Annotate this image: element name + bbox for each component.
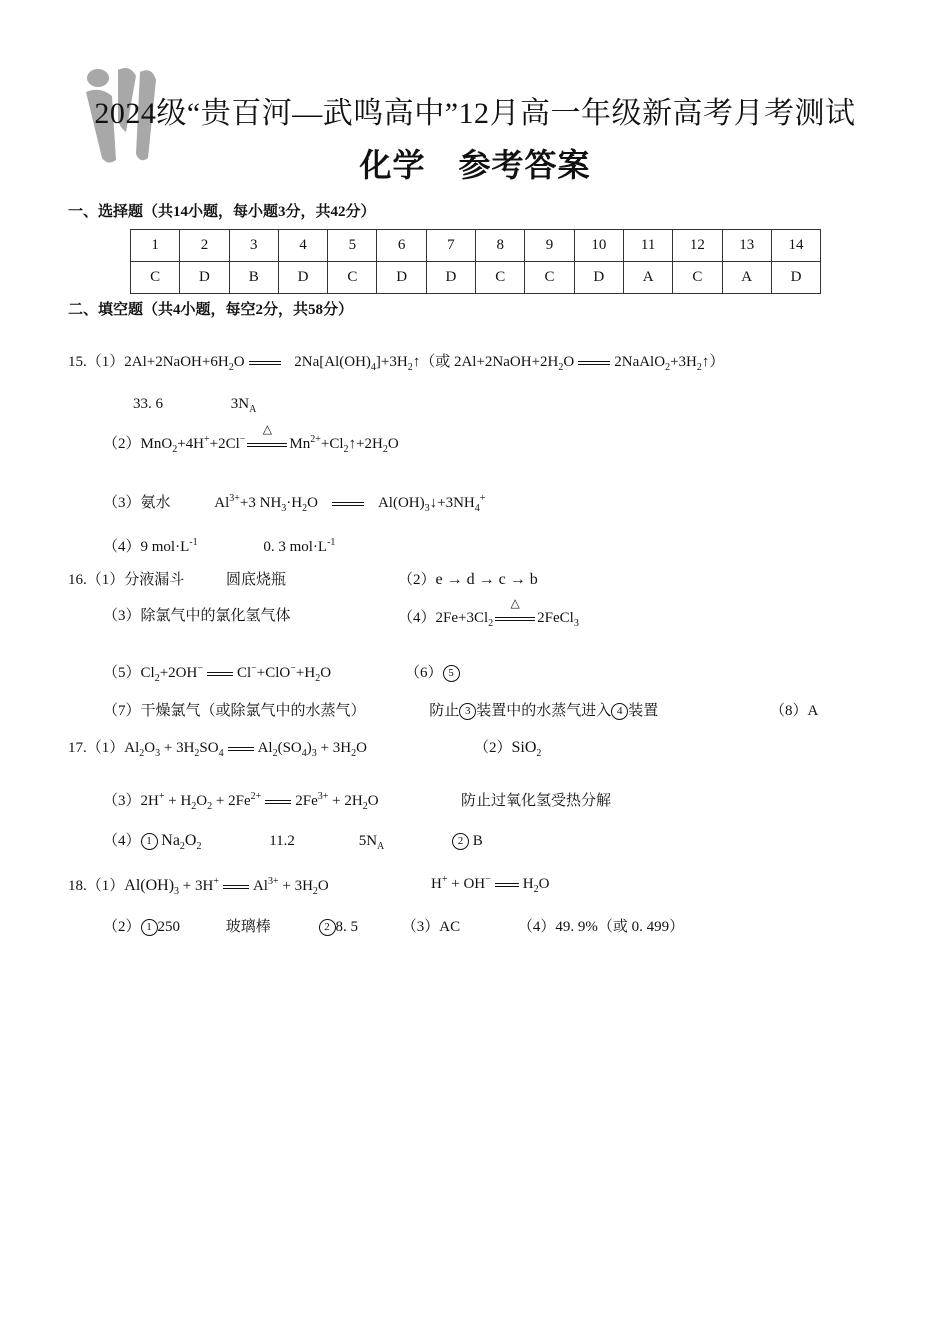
eq-text: +Cl [320, 436, 344, 452]
eq-sup: − [239, 434, 246, 445]
answer-value: （4）9 mol·L [103, 539, 190, 555]
question-number: 11 [623, 230, 672, 262]
question-number: 3 [229, 230, 278, 262]
eq-text: + 2H [328, 793, 363, 809]
heating-condition [245, 422, 289, 453]
eq-text: ↓+3NH [429, 495, 475, 511]
answer-value: 玻璃棒 [225, 919, 271, 935]
q16-part7 [103, 699, 658, 720]
eq-sup: − [290, 663, 296, 674]
answer-value: 防止 [429, 703, 460, 719]
equals-sign [578, 361, 610, 365]
answer-value: 250 [157, 919, 181, 935]
q15-part2 [103, 422, 399, 455]
question-number: 5 [328, 230, 377, 262]
answer-value: （3）AC [401, 919, 461, 935]
eq-text: ↑ [412, 354, 421, 370]
eq-text: ↑+2H [348, 436, 383, 452]
answer-value: （4）49. 9%（或 0. 499） [517, 919, 685, 935]
question-number: 14 [771, 230, 820, 262]
q16-part6 [405, 661, 460, 682]
eq-text: （或 2Al+2NaOH+2H [420, 354, 559, 370]
eq-sub: 2 [196, 841, 202, 852]
answer-table-numbers-row [131, 230, 821, 262]
q16-part3: （3）除氯气中的氯化氢气体 [103, 608, 291, 624]
eq-sup: − [485, 874, 491, 885]
eq-text: Cl [236, 665, 252, 681]
q18-number: 18. [68, 878, 87, 894]
question-number: 1 [131, 230, 180, 262]
eq-text: O [538, 876, 550, 892]
heat-icon: △ [510, 596, 520, 610]
eq-text: H [522, 876, 534, 892]
question-number: 7 [426, 230, 475, 262]
eq-text: H [431, 876, 442, 892]
heating-condition [493, 596, 537, 627]
circled-number: 1 [141, 833, 158, 850]
answer-value: （7）干燥氯气（或除氯气中的水蒸气） [103, 703, 366, 719]
eq-text: + 2Fe [212, 793, 251, 809]
answer-cell: C [525, 262, 574, 294]
answer-value: 3N [230, 396, 250, 412]
section1-heading: 一、选择题（共14小题，每小题3分，共42分） [68, 204, 376, 220]
eq-sup: -1 [189, 537, 198, 548]
q15-part3 [103, 491, 485, 514]
eq-text: Al(OH) [377, 495, 425, 511]
answer-value: e → d → c → b [435, 571, 538, 588]
eq-text: + 3H [179, 878, 214, 894]
q15-part4 [103, 535, 335, 556]
answer-cell: D [278, 262, 327, 294]
answer-value: 装置中的水蒸气进入 [476, 703, 612, 719]
eq-sub: 2 [382, 444, 388, 455]
eq-sub: 4 [218, 748, 224, 759]
page-subtitle: 化学 参考答案 [359, 147, 591, 183]
answer-value: 8. 5 [335, 919, 359, 935]
part-label: （1） [86, 878, 125, 894]
eq-text: O [320, 665, 332, 681]
part-label: （3） [103, 793, 141, 809]
eq-sub: 2 [558, 362, 564, 373]
answer-value: 0. 3 mol·L [263, 539, 328, 555]
eq-text: Al(OH) [124, 877, 175, 894]
equals-sign [249, 361, 281, 365]
circled-number: 2 [319, 919, 336, 936]
equals-sign [228, 747, 254, 751]
answer-cell: D [377, 262, 426, 294]
eq-sub: 3 [155, 748, 161, 759]
part-label: （2） [398, 572, 436, 588]
answer-cell: D [180, 262, 229, 294]
question-number: 13 [722, 230, 771, 262]
q16-part4 [398, 596, 579, 629]
eq-text: O [233, 354, 245, 370]
eq-sup: + [203, 434, 210, 445]
circled-number: 5 [443, 665, 460, 682]
answer-cell: A [623, 262, 672, 294]
eq-text: Al [124, 740, 140, 756]
eq-sup: − [251, 663, 257, 674]
answer-cell: C [673, 262, 722, 294]
eq-text: +2OH [159, 665, 198, 681]
part-label: （2） [474, 740, 512, 756]
question-number: 9 [525, 230, 574, 262]
q17-part2 [474, 736, 541, 759]
eq-text: +2Cl [209, 436, 240, 452]
eq-sub: 2 [191, 801, 197, 812]
part-label: （6） [405, 665, 443, 681]
question-number: 2 [180, 230, 229, 262]
eq-text: Cl [140, 665, 155, 681]
eq-text: (SO [277, 740, 302, 756]
eq-text: O [196, 793, 208, 809]
answer-cell: D [574, 262, 623, 294]
eq-sub: 2 [351, 748, 357, 759]
answer-cell: A [722, 262, 771, 294]
eq-text: 2Al+2NaOH+6H [124, 354, 229, 370]
answer-cell: B [229, 262, 278, 294]
part-label: （5） [103, 665, 141, 681]
q16-number: 16. [68, 572, 87, 588]
eq-text: Mn [289, 436, 311, 452]
eq-sub: 4 [370, 362, 376, 373]
eq-sub: 2 [696, 362, 702, 373]
question-number: 8 [476, 230, 525, 262]
eq-text: O [307, 495, 318, 511]
eq-sub: 2 [272, 748, 278, 759]
eq-sub: 2 [665, 362, 671, 373]
answer-value: （1）分液漏斗 [86, 572, 185, 588]
q15-number: 15. [68, 354, 87, 370]
eq-text: O [144, 740, 156, 756]
eq-text: Na [161, 832, 180, 849]
eq-sub: 2 [179, 841, 185, 852]
eq-text: + OH [447, 876, 486, 892]
circled-number: 1 [141, 919, 158, 936]
eq-text: 2H [140, 793, 159, 809]
eq-text: 2Fe+3Cl [435, 610, 489, 626]
eq-text: +3H [670, 354, 697, 370]
eq-sub: 2 [362, 801, 368, 812]
eq-text: O [317, 878, 329, 894]
eq-sub: 2 [302, 503, 308, 514]
answer-cell: C [476, 262, 525, 294]
eq-text: O [184, 832, 197, 849]
eq-text: + 3H [160, 740, 195, 756]
answer-cell: D [771, 262, 820, 294]
part-label: （2） [103, 919, 141, 935]
eq-sup: -1 [327, 537, 336, 548]
answer-cell: D [426, 262, 475, 294]
q16-part5 [103, 661, 331, 684]
equals-sign [247, 443, 287, 447]
q18-part2 [103, 915, 684, 936]
circled-number: 2 [452, 833, 469, 850]
eq-text: 2Na[Al(OH) [294, 354, 371, 370]
answer-cell: C [328, 262, 377, 294]
eq-sup: 3+ [317, 791, 329, 802]
equals-sign [495, 617, 535, 621]
q17-number: 17. [68, 740, 87, 756]
eq-text: ]+3H [375, 354, 408, 370]
eq-sub: 4 [301, 748, 307, 759]
eq-sup: − [197, 663, 203, 674]
equals-sign [495, 883, 519, 887]
eq-sup: 2+ [250, 791, 262, 802]
eq-sub: 2 [228, 362, 234, 373]
eq-text: + 3H [316, 740, 352, 756]
eq-text: SO [199, 740, 219, 756]
question-number: 4 [278, 230, 327, 262]
q15-part1 [68, 350, 724, 373]
answer-cell: C [131, 262, 180, 294]
eq-text: +3 NH [239, 495, 282, 511]
eq-sub: 3 [424, 503, 430, 514]
eq-sub: 3 [174, 886, 180, 897]
eq-text: 2NaAlO [614, 354, 666, 370]
answer-table-answers-row [131, 262, 821, 294]
eq-sub: 2 [536, 748, 542, 759]
page-title: 2024级“贵百河—武鸣高中”12月高一年级新高考月考测试 [94, 97, 856, 130]
q17-part3 [103, 789, 379, 812]
eq-sub: 3 [311, 748, 317, 759]
q16-part8: （8）A [770, 703, 819, 719]
eq-sub: 2 [312, 886, 318, 897]
eq-sup: + [158, 791, 165, 802]
circled-number: 4 [611, 703, 628, 720]
answer-table [130, 229, 821, 294]
eq-sub: 2 [154, 673, 160, 684]
section2-heading: 二、填空题（共4小题，每空2分，共58分） [68, 302, 354, 318]
equals-sign [223, 885, 249, 889]
eq-text: + 3H [278, 878, 313, 894]
q15-part1-values [133, 396, 256, 415]
part-label: （3）氨水 [103, 495, 171, 511]
eq-text: +H [295, 665, 316, 681]
eq-text: MnO [140, 436, 173, 452]
part-label: （1） [86, 740, 125, 756]
eq-sub: 2 [407, 362, 413, 373]
answer-value: 5N [358, 833, 378, 849]
eq-sup: 2+ [310, 434, 321, 445]
q18-part1-eq2 [431, 874, 549, 895]
eq-sub: 3 [573, 618, 579, 629]
eq-text: 2Fe [295, 793, 318, 809]
eq-text: O [367, 793, 379, 809]
eq-sup: 3+ [267, 876, 279, 887]
eq-sub: 3 [281, 503, 287, 514]
eq-text: SiO [511, 739, 537, 756]
part-label: （4） [103, 833, 141, 849]
eq-sup: 3+ [229, 493, 240, 504]
equals-sign [332, 502, 364, 506]
part-label: （4） [398, 610, 436, 626]
eq-sub: 2 [139, 748, 145, 759]
eq-sub: 2 [343, 444, 349, 455]
q17-part4 [103, 829, 483, 852]
eq-sup: + [213, 876, 219, 887]
eq-text: Al [252, 878, 268, 894]
eq-sup: + [441, 874, 448, 885]
q15-p1-label: （1） [86, 354, 125, 370]
equals-sign [265, 800, 291, 804]
eq-sub: 2 [315, 673, 321, 684]
eq-sub: 2 [488, 618, 494, 629]
eq-text: Al [257, 740, 273, 756]
q16-part1 [68, 568, 286, 589]
q17-part1 [68, 736, 367, 759]
question-number: 6 [377, 230, 426, 262]
eq-text: ) [306, 740, 312, 756]
eq-text: O [563, 354, 575, 370]
answer-value: B [472, 833, 483, 849]
eq-text: +4H [177, 436, 204, 452]
eq-sub: A [249, 404, 257, 415]
eq-sub: A [377, 841, 385, 852]
eq-text: O [356, 740, 367, 756]
eq-text: + H [164, 793, 192, 809]
eq-sub: 2 [207, 801, 213, 812]
eq-text: ·H [286, 495, 303, 511]
answer-value: 11.2 [269, 833, 295, 849]
eq-text: +ClO [256, 665, 291, 681]
eq-sub: 2 [533, 884, 539, 895]
equals-sign [207, 672, 233, 676]
part-label: （2） [103, 436, 141, 452]
question-number: 12 [673, 230, 722, 262]
eq-sub: 4 [474, 503, 480, 514]
answer-value: 圆底烧瓶 [226, 572, 287, 588]
eq-sub: 2 [194, 748, 200, 759]
q18-part1 [68, 874, 329, 897]
question-number: 10 [574, 230, 623, 262]
eq-text: 2FeCl [537, 610, 574, 626]
eq-text: ↑） [701, 354, 725, 370]
q16-part2 [398, 568, 538, 589]
heat-icon: △ [262, 422, 273, 436]
eq-sub: 2 [172, 444, 178, 455]
answer-value: 33. 6 [133, 396, 163, 412]
circled-number: 3 [459, 703, 476, 720]
q17-part3-note: 防止过氧化氢受热分解 [461, 793, 612, 809]
eq-text: O [387, 436, 399, 452]
eq-text: Al [214, 495, 230, 511]
answer-value: 装置 [628, 703, 659, 719]
eq-sup: + [479, 493, 486, 504]
